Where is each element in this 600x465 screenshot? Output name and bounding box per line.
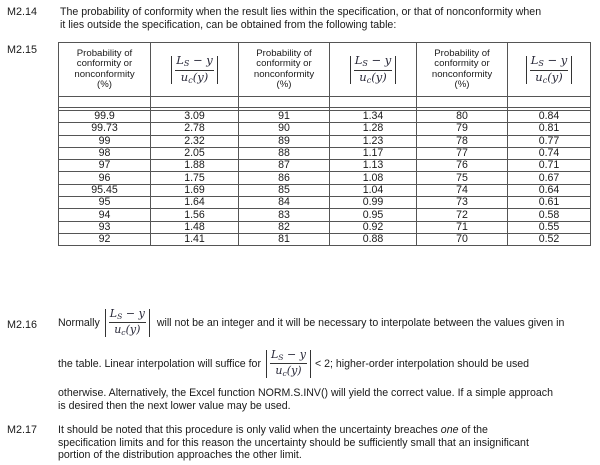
paragraph-text: The probability of conformity when the result lies within the specification, or that of nonconformity when it lies outside the specification, can be obtained from the following table: [60, 6, 542, 31]
cell-ratio: 0.61 [508, 197, 591, 209]
header-ratio-formula [151, 43, 239, 97]
table-row [59, 184, 591, 196]
cell-probability: 73 [417, 197, 508, 209]
cell-probability: 95.45 [59, 184, 151, 196]
cell-probability: 83 [239, 209, 330, 221]
cell-ratio: 1.08 [330, 172, 417, 184]
cell-ratio: 0.84 [508, 111, 591, 123]
table-body [59, 111, 591, 246]
header-probability: Probability of conformity or nonconformity (%) [59, 43, 151, 97]
cell-ratio: 0.64 [508, 184, 591, 196]
cell-probability: 91 [239, 111, 330, 123]
table-row [59, 197, 591, 209]
cell-ratio: 3.09 [151, 111, 239, 123]
cell-probability: 99.9 [59, 111, 151, 123]
paragraph-number: M2.14 [7, 6, 38, 18]
cell-probability: 90 [239, 123, 330, 135]
cell-ratio: 1.88 [151, 160, 239, 172]
cell-ratio: 1.41 [151, 233, 239, 245]
cell-ratio: 1.34 [330, 111, 417, 123]
cell-probability: 76 [417, 160, 508, 172]
table-header-row [59, 43, 591, 97]
cell-probability: 97 [59, 160, 151, 172]
table-row [59, 123, 591, 135]
cell-ratio: 1.04 [330, 184, 417, 196]
cell-probability: 70 [417, 233, 508, 245]
cell-probability: 93 [59, 221, 151, 233]
cell-ratio: 2.78 [151, 123, 239, 135]
cell-ratio: 1.64 [151, 197, 239, 209]
cell-ratio: 0.52 [508, 233, 591, 245]
cell-ratio: 0.92 [330, 221, 417, 233]
cell-ratio: 0.58 [508, 209, 591, 221]
table-row [59, 111, 591, 123]
cell-probability: 84 [239, 197, 330, 209]
table-row [59, 233, 591, 245]
cell-ratio: 0.81 [508, 123, 591, 135]
header-probability: Probability of conformity or nonconformity (%) [239, 43, 330, 97]
table-row [59, 147, 591, 159]
cell-probability: 80 [417, 111, 508, 123]
paragraph-text: Normally $\frac{L_S - y}{u_c(y)}$ will not be an integer and it will be necessary to interpolate between the values given in the table. Linear interpolation will suffice for $\frac{L_S - y}{u_c(y)}$ < 2; higher-order interpolation should be used otherwise. Alternatively, the Excel function NORM.S.INV() will yield the correct value. If a simple approach is desired then the next lower value may be used. [58, 307, 565, 412]
header-ratio-formula [508, 43, 591, 97]
cell-ratio: 2.32 [151, 135, 239, 147]
cell-ratio: 1.56 [151, 209, 239, 221]
ratio-formula: $\frac{L_S - y}{u_c(y)}$ [104, 308, 151, 338]
cell-ratio: 1.48 [151, 221, 239, 233]
cell-probability: 85 [239, 184, 330, 196]
cell-ratio: 1.69 [151, 184, 239, 196]
cell-ratio: 1.13 [330, 160, 417, 172]
cell-probability: 99.73 [59, 123, 151, 135]
paragraph-number: M2.15 [7, 44, 38, 56]
cell-probability: 78 [417, 135, 508, 147]
paragraph-text: It should be noted that this procedure is only valid when the uncertainty breaches one of the specification limits and for this reason the uncertainty should be sufficiently small that an insignificant portion of the distribution approaches the other limit. [58, 424, 529, 461]
table-row [59, 221, 591, 233]
cell-ratio: 0.77 [508, 135, 591, 147]
cell-probability: 74 [417, 184, 508, 196]
cell-ratio: 1.75 [151, 172, 239, 184]
cell-ratio: 0.71 [508, 160, 591, 172]
cell-probability: 87 [239, 160, 330, 172]
cell-probability: 88 [239, 147, 330, 159]
table-row [59, 209, 591, 221]
conformity-probability-table [58, 42, 591, 246]
cell-probability: 89 [239, 135, 330, 147]
cell-ratio: 0.99 [330, 197, 417, 209]
cell-probability: 82 [239, 221, 330, 233]
cell-ratio: 0.88 [330, 233, 417, 245]
cell-ratio: 1.23 [330, 135, 417, 147]
paragraph-number: M2.16 [7, 319, 38, 331]
cell-probability: 99 [59, 135, 151, 147]
cell-ratio: 0.95 [330, 209, 417, 221]
cell-probability: 72 [417, 209, 508, 221]
cell-probability: 95 [59, 197, 151, 209]
cell-ratio: 1.28 [330, 123, 417, 135]
cell-probability: 75 [417, 172, 508, 184]
cell-probability: 98 [59, 147, 151, 159]
cell-probability: 81 [239, 233, 330, 245]
table-row [59, 172, 591, 184]
table-row [59, 160, 591, 172]
table-blank-row [59, 97, 591, 108]
cell-ratio: 2.05 [151, 147, 239, 159]
cell-probability: 94 [59, 209, 151, 221]
header-probability: Probability of conformity or nonconformity (%) [417, 43, 508, 97]
cell-ratio: 0.74 [508, 147, 591, 159]
ratio-formula: $\frac{L_S - y}{u_c(y)}$ [525, 55, 574, 85]
ratio-formula: $\frac{L_S - y}{u_c(y)}$ [170, 55, 219, 85]
header-ratio-formula [330, 43, 417, 97]
cell-probability: 92 [59, 233, 151, 245]
cell-probability: 96 [59, 172, 151, 184]
cell-probability: 71 [417, 221, 508, 233]
paragraph-number: M2.17 [7, 424, 38, 436]
table-row [59, 135, 591, 147]
cell-ratio: 1.17 [330, 147, 417, 159]
cell-ratio: 0.55 [508, 221, 591, 233]
cell-probability: 79 [417, 123, 508, 135]
cell-ratio: 0.67 [508, 172, 591, 184]
cell-probability: 77 [417, 147, 508, 159]
ratio-formula: $\frac{L_S - y}{u_c(y)}$ [349, 55, 398, 85]
ratio-formula: $\frac{L_S - y}{u_c(y)}$ [265, 349, 312, 379]
cell-probability: 86 [239, 172, 330, 184]
